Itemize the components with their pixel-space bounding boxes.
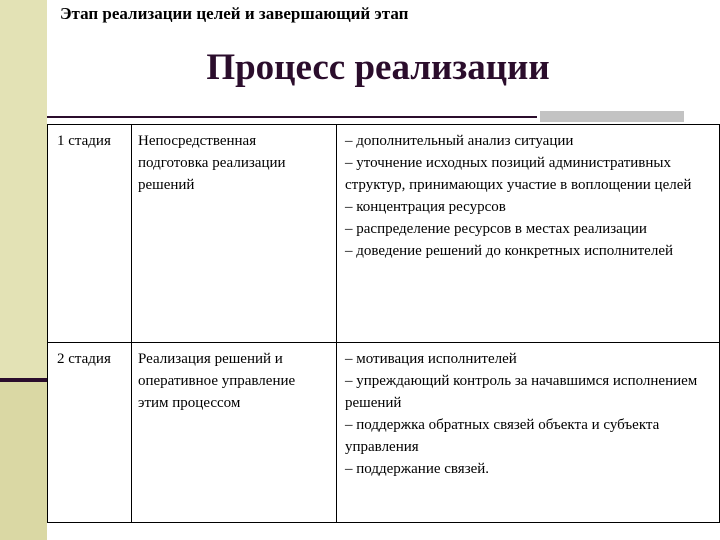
table-row [48, 343, 720, 523]
title-rule-line [47, 116, 537, 118]
stage-name-line: решений [138, 177, 195, 193]
action-item: – поддержка обратных связей объекта и субъекта управления [345, 417, 660, 455]
action-item: – уточнение исходных позиций административных структур, принимающих участие в воплощении целей [345, 155, 692, 193]
stage-actions-cell [337, 343, 720, 523]
stage-cell: 1 стадия [48, 125, 132, 343]
stage-actions-cell [337, 125, 720, 343]
action-item: – поддержание связей. [345, 461, 490, 477]
stage-name-cell [132, 125, 337, 343]
title-rule-block [540, 111, 684, 122]
left-band-divider [0, 378, 47, 382]
stage-name-line: подготовка реализации [138, 155, 286, 171]
stages-table [47, 124, 720, 523]
action-item: – распределение ресурсов в местах реализации [345, 221, 647, 237]
stage-cell: 2 стадия [48, 343, 132, 523]
action-item: – доведение решений до конкретных исполнителей [345, 243, 674, 259]
left-decor-band-lower [0, 381, 47, 540]
stage-name-line: Реализация решений и [138, 351, 283, 367]
table-row [48, 125, 720, 343]
action-item: – мотивация исполнителей [345, 351, 517, 367]
action-item: – дополнительный анализ ситуации [345, 133, 574, 149]
action-item: – упреждающий контроль за начавшимся исполнением решений [345, 373, 698, 411]
stage-name-line: этим процессом [138, 395, 241, 411]
stage-name-cell [132, 343, 337, 523]
action-item: – концентрация ресурсов [345, 199, 506, 215]
stage-name-line: Непосредственная [138, 133, 257, 149]
stage-name-line: оперативное управление [138, 373, 296, 389]
slide-subtitle: Этап реализации целей и завершающий этап [60, 4, 409, 23]
slide-title: Процесс реализации [206, 47, 550, 88]
